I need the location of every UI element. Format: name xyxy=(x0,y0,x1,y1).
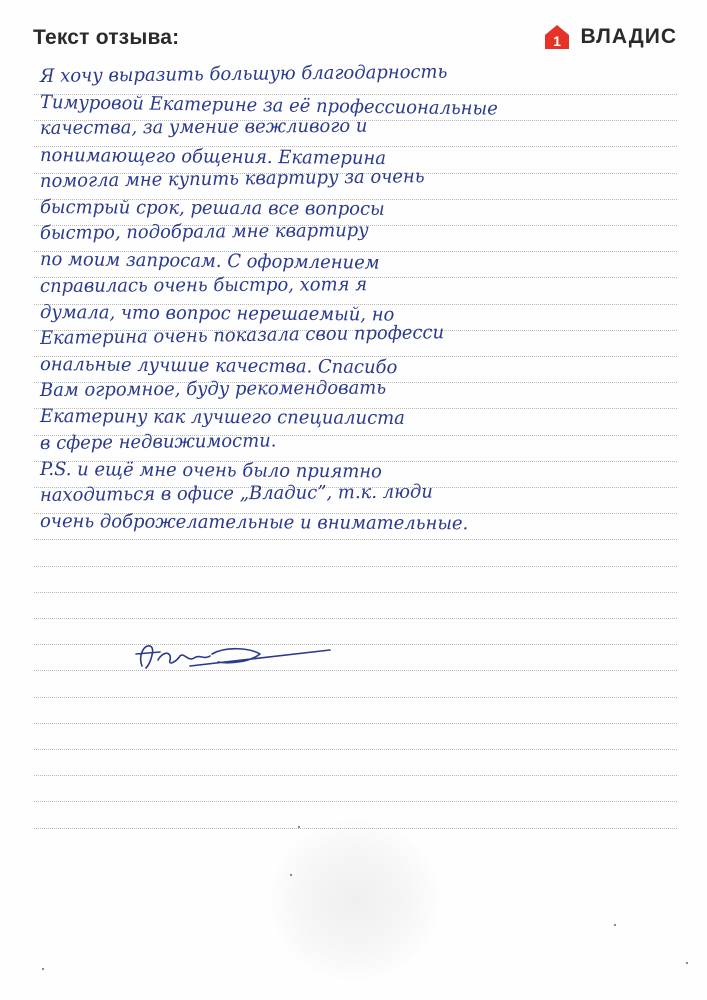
review-line: находиться в офисе „Владис”, т.к. люди xyxy=(39,481,433,506)
review-line: Екатерина очень показала свои професси xyxy=(39,322,445,349)
form-title: Текст отзыва: xyxy=(33,26,180,49)
scan-smudge xyxy=(270,820,440,980)
review-line: помогла мне купить квартиру за очень xyxy=(39,165,425,192)
review-line: по моим запросам. С оформлением xyxy=(39,249,380,274)
ruled-line xyxy=(34,697,677,698)
review-line: Тимуровой Екатерине за её профессиональные xyxy=(39,92,498,120)
brand-name: ВЛАДИС xyxy=(580,25,677,48)
scan-speck xyxy=(614,924,616,926)
review-line: быстрый срок, решала все вопросы xyxy=(39,196,385,220)
signature xyxy=(130,636,340,676)
ruled-line xyxy=(34,749,677,750)
ruled-line xyxy=(34,566,677,567)
review-line: в сфере недвижимости. xyxy=(39,430,277,454)
ruled-line xyxy=(34,723,677,724)
review-line: быстро, подобрала мне квартиру xyxy=(39,220,369,245)
review-line: Екатерину как лучшего специалиста xyxy=(39,406,405,430)
review-line: Вам огромное, буду рекомендовать xyxy=(39,377,387,402)
ruled-line xyxy=(34,775,677,776)
review-line: очень доброжелательные и внимательные. xyxy=(39,511,469,535)
scan-speck xyxy=(686,962,688,964)
logo-digit: 1 xyxy=(553,33,562,49)
scan-speck xyxy=(42,968,44,970)
review-line: Я хочу выразить большую благодарность xyxy=(39,61,448,87)
review-line: думала, что вопрос нерешаемый, но xyxy=(39,301,395,326)
review-line: P.S. и ещё мне очень было приятно xyxy=(39,458,382,483)
ruled-line xyxy=(34,801,677,802)
house-logo-icon xyxy=(544,24,570,50)
ruled-line xyxy=(34,592,677,593)
review-line: качества, за умение вежливого и xyxy=(39,116,368,140)
review-line: ональные лучшие качества. Спасибо xyxy=(39,354,398,379)
review-line: справилась очень быстро, хотя я xyxy=(39,273,368,297)
scan-speck xyxy=(290,874,292,876)
handwritten-review xyxy=(39,61,700,535)
ruled-line xyxy=(34,618,677,619)
scan-speck xyxy=(298,826,300,828)
brand-header xyxy=(544,24,677,50)
review-line: понимающего общения. Екатерина xyxy=(39,144,387,169)
ruled-line xyxy=(34,539,677,540)
